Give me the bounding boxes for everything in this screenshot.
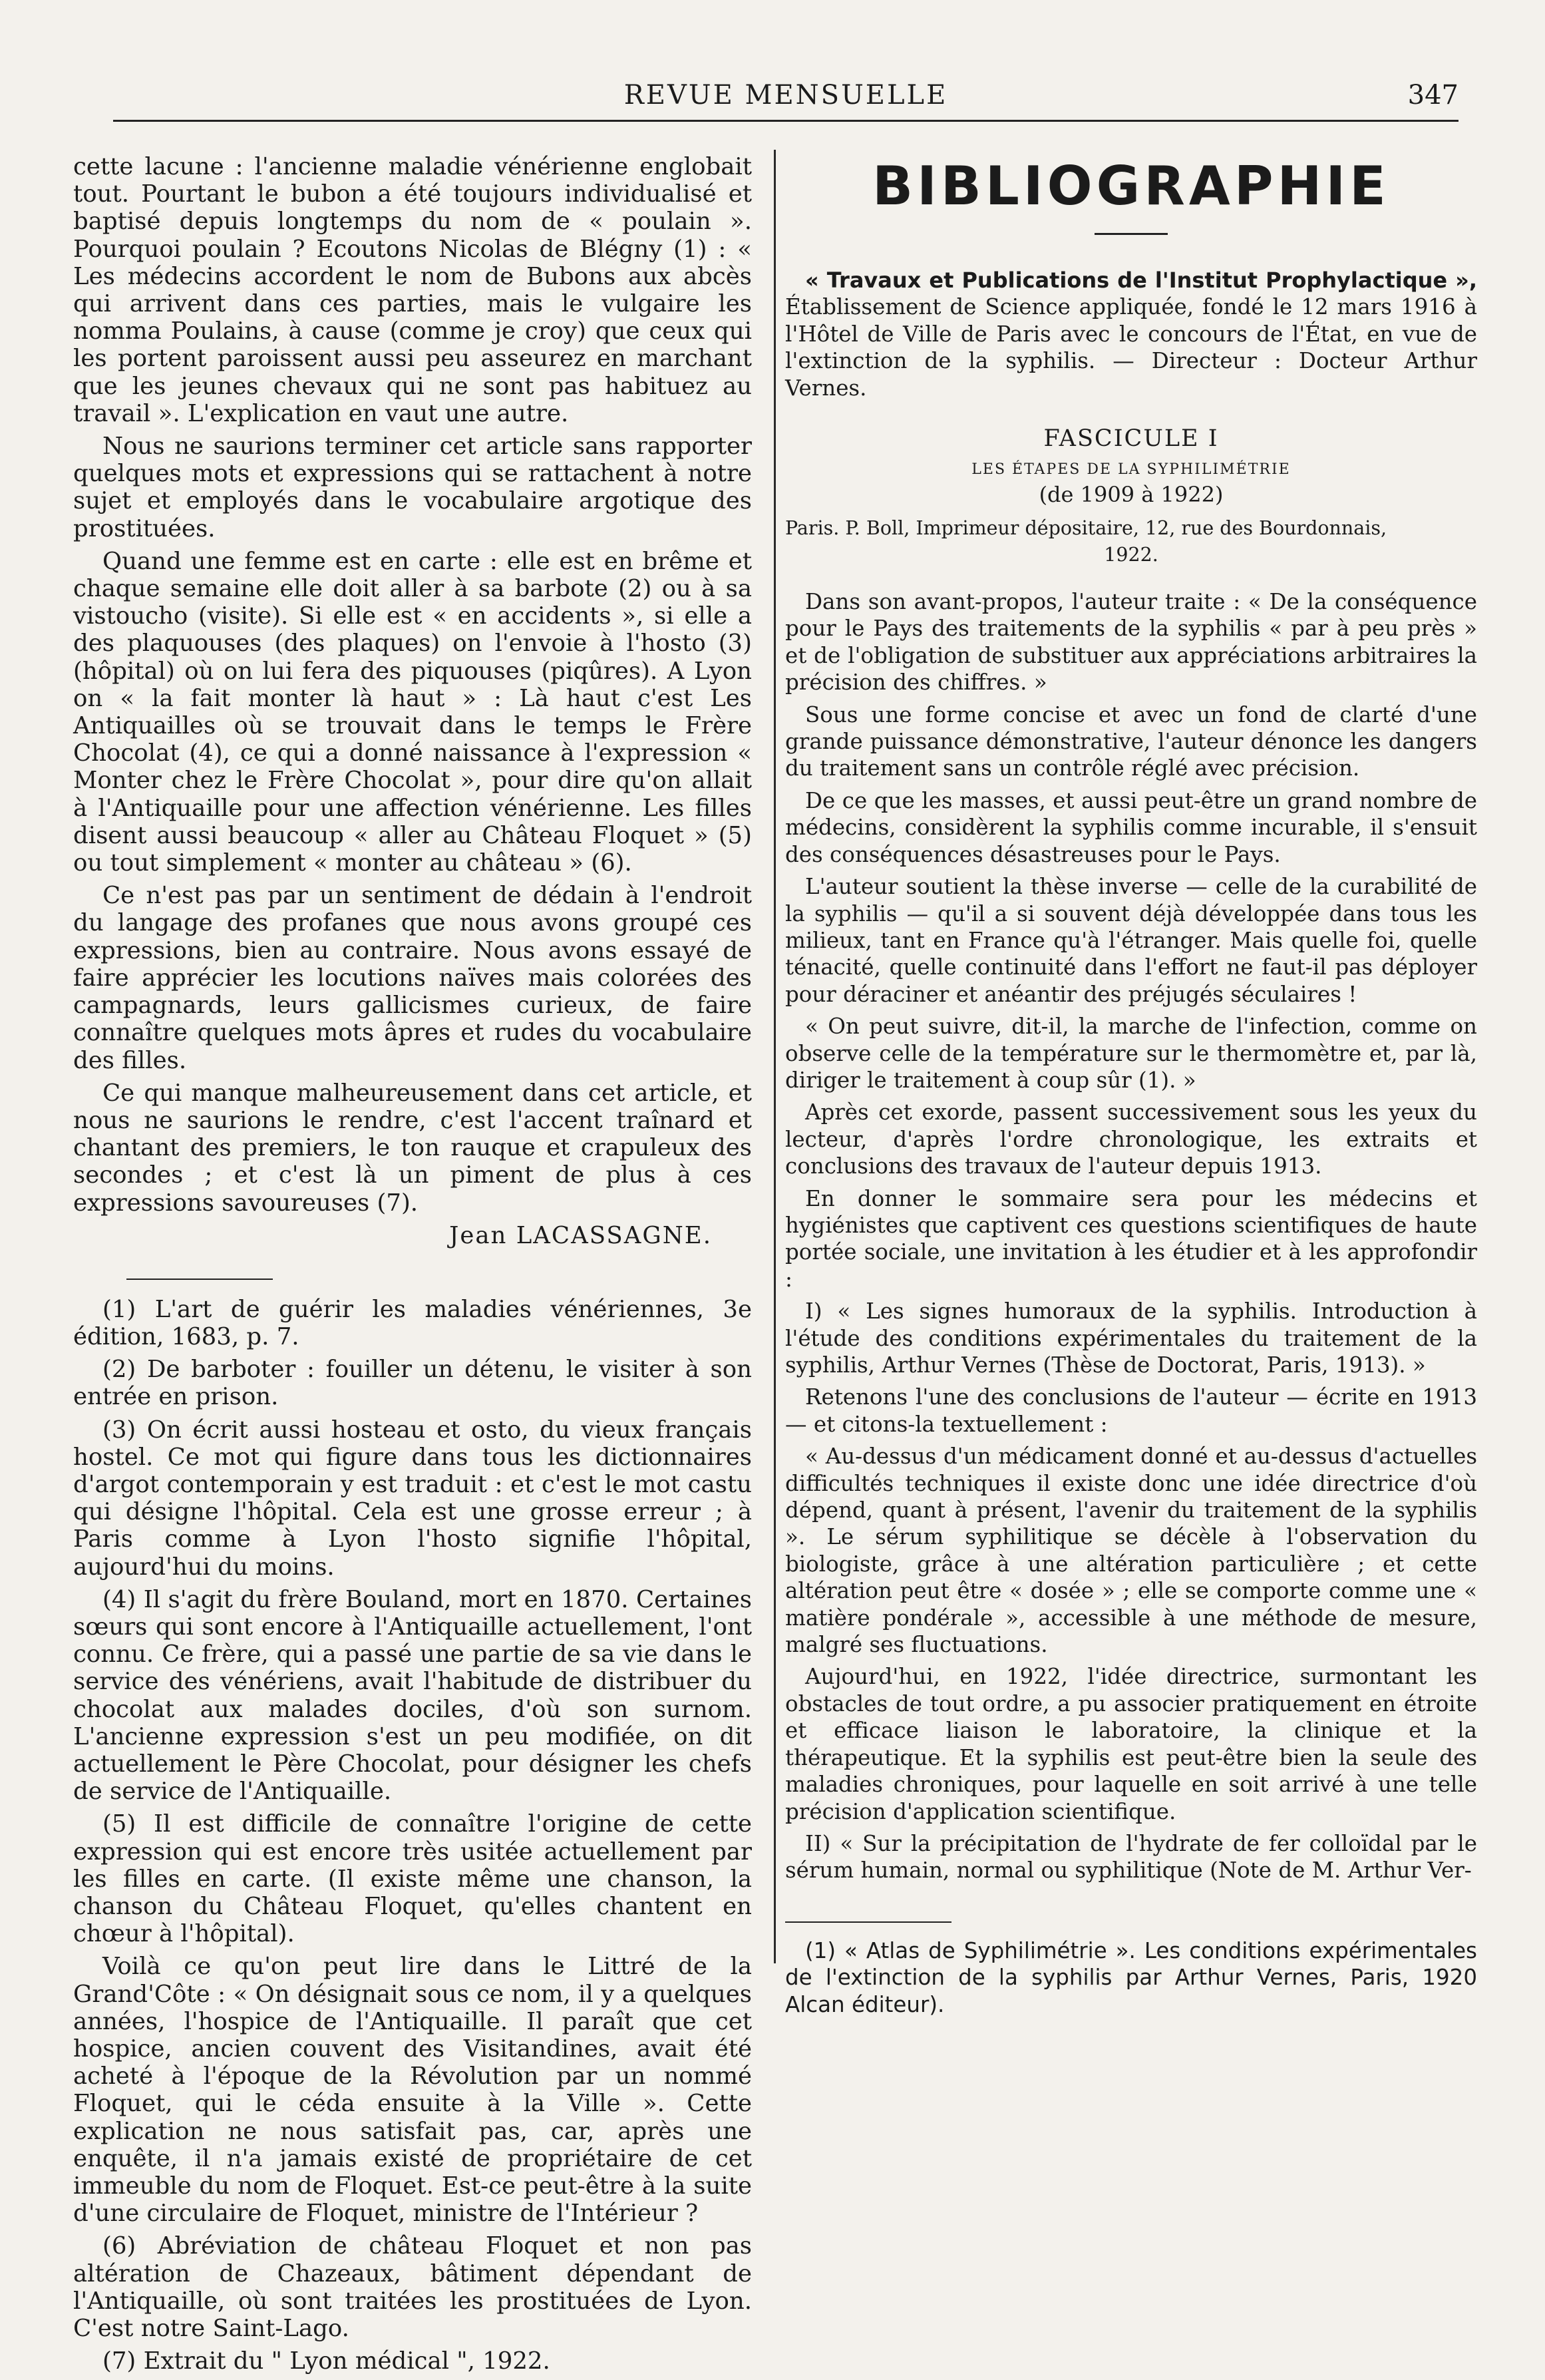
footnote: Voilà ce qu'on peut lire dans le Littré de la Grand'Côte : « On désignait sous ce nom, il y a quelques années, l'hospice de l'Antiquaille. Il paraît que cet hospice, ancien couvent des Visitandines, avait été acheté à l'époque de la Révolution par un nommé Floquet, qui le céda ensuite à la Ville ». Cette explication ne nous satisfait pas, car, après une enquête, il n'a jamais existé de propriétaire de cet immeuble du nom de Floquet. Est-ce peut-être à la suite d'une circulaire de Floquet, ministre de l'Intérieur ? (73, 1953, 752, 2228)
body-paragraph: Ce n'est pas par un sentiment de dédain à l'endroit du langage des profanes que nous avons groupé ces expressions, bien au contraire. Nous avons essayé de faire apprécier les locutions naïves mais colorées des campagnards, leurs gallicismes curieux, de faire connaître quelques mots âpres et rudes du vocabulaire des filles. (73, 882, 752, 1074)
body-paragraph: « On peut suivre, dit-il, la marche de l'infection, comme on observe celle de la température sur le thermomètre et, par là, diriger le traitement à coup sûr (1). » (785, 1014, 1477, 1093)
footnote: (1) « Atlas de Syphilimétrie ». Les conditions expérimentales de l'extinction de la syphilis par Arthur Vernes, Paris, 1920 Alcan éditeur). (785, 1937, 1477, 2017)
footnote: (2) De barboter : fouiller un détenu, le visiter à son entrée en prison. (73, 1356, 752, 1411)
column-divider (774, 150, 776, 1963)
body-paragraph: cette lacune : l'ancienne maladie vénérienne englobait tout. Pourtant le bubon a été toujours individualisé et baptisé depuis longtemps du nom de « poulain ». Pourquoi poulain ? Ecoutons Nicolas de Blégny (1) : « Les médecins accordent le nom de Bubons aux abcès qui arrivent dans ces parties, mais le vulgaire les nomma Poulains, à cause (comme je croy) que ceux qui les portent paroissent aussi peu asseurez en marchant que les jeunes chevaux qui ne sont pas habituez au travail ». L'explication en vaut une autre. (73, 153, 752, 427)
body-paragraph: I) « Les signes humoraux de la syphilis. Introduction à l'étude des conditions expérimentales du traitement de la syphilis, Arthur Vernes (Thèse de Doctorat, Paris, 1913). » (785, 1298, 1477, 1378)
section-title: BIBLIOGRAPHIE (872, 155, 1390, 217)
page-header (113, 80, 1459, 122)
left-column (73, 153, 752, 2380)
fascicule-heading: FASCICULE I (1043, 425, 1219, 453)
author-signature: Jean LACASSAGNE. (449, 1221, 712, 1249)
footnote: (5) Il est difficile de connaître l'origine de cette expression qui est encore très usitée actuellement par les filles en carte. (Il existe même une chanson, la chanson du Château Floquet, qu'elles chantent en chœur à l'hôpital). (73, 1810, 752, 1948)
intro-paragraph (785, 267, 1477, 401)
footnote-rule (126, 1279, 273, 1280)
footnote: (1) L'art de guérir les maladies vénériennes, 3e édition, 1683, p. 7. (73, 1295, 752, 1350)
footnote: (7) Extrait du " Lyon médical ", 1922. (102, 2347, 550, 2375)
body-paragraph: L'auteur soutient la thèse inverse — celle de la curabilité de la syphilis — qu'il a si souvent déjà développée dans tous les milieux, tant en France qu'à l'étranger. Mais quelle foi, quelle ténacité, quelle continuité dans l'effort ne faut-il pas déployer pour déraciner et anéantir des préjugés séculaires ! (785, 874, 1477, 1007)
title-rule (1095, 233, 1168, 235)
page-number: 347 (1407, 80, 1459, 110)
right-column (785, 153, 1477, 2023)
publication-title: « Travaux et Publications de l'Institut Prophylactique », (805, 268, 1477, 293)
body-paragraph: Quand une femme est en carte : elle est en brême et chaque semaine elle doit aller à sa barbote (2) ou à sa vistoucho (visite). Si elle est « en accidents », si elle a des plaquouses (des plaques) on l'envoie à l'hosto (3) (hôpital) où on lui fera des piquouses (piqûres). A Lyon on « la fait monter là haut » : Là haut c'est Les Antiquailles où se trouvait dans le temps le Frère Chocolat (4), ce qui a donné naissance à l'expression « Monter chez le Frère Chocolat », pour dire qu'on allait à l'Antiquaille pour une affection vénérienne. Les filles disent aussi beaucoup « aller au Château Floquet » (5) ou tout simplement « monter au château » (6). (73, 547, 752, 877)
imprint-year: 1922. (1104, 544, 1158, 566)
body-paragraph: Aujourd'hui, en 1922, l'idée directrice, surmontant les obstacles de tout ordre, a pu associer pratiquement en étroite et efficace liaison le laboratoire, la clinique et la thérapeutique. Et la syphilis est peut-être bien la seule des maladies chroniques, pour laquelle en soit arrivé à une telle précision d'application scientifique. (785, 1664, 1477, 1824)
body-paragraph: Sous une forme concise et avec un fond de clarté d'une grande puissance démonstrative, l'auteur dénonce les dangers du traitement sans un contrôle réglé avec précision. (785, 701, 1477, 781)
body-paragraph: De ce que les masses, et aussi peut-être un grand nombre de médecins, considèrent la syphilis comme incurable, il s'ensuit des conséquences désastreuses pour le Pays. (785, 787, 1477, 867)
running-title: REVUE MENSUELLE (623, 80, 948, 110)
footnote: (3) On écrit aussi hosteau et osto, du vieux français hostel. Ce mot qui figure dans tous les dictionnaires d'argot contemporain y est traduit : et c'est le mot castu qui désigne l'hôpital. Cela est une grosse erreur ; à Paris comme à Lyon l'hosto signifie l'hôpital, aujourd'hui du moins. (73, 1416, 752, 1581)
body-paragraph: En donner le sommaire sera pour les médecins et hygiénistes que captivent ces questions scientifiques de haute portée sociale, une invitation à les étudier et à les approfondir : (785, 1185, 1477, 1292)
footnote-rule (785, 1921, 951, 1923)
fascicule-subtitle: LES ÉTAPES DE LA SYPHILIMÉTRIE (971, 461, 1291, 479)
imprint-text: Paris. P. Boll, Imprimeur dépositaire, 12, rue des Bourdonnais, (785, 517, 1387, 540)
body-paragraph: Retenons l'une des conclusions de l'auteur — écrite en 1913 — et citons-la textuellement : (785, 1384, 1477, 1437)
publication-description: Établissement de Science appliquée, fondé le 12 mars 1916 à l'Hôtel de Ville de Paris avec le concours de l'État, en vue de l'extinction de la syphilis. — Directeur : Docteur Arthur Vernes. (785, 294, 1477, 401)
body-paragraph: Dans son avant-propos, l'auteur traite : « De la conséquence pour le Pays des traitements de la syphilis « par à peu près » et de l'obligation de substituer aux appréciations arbitraires la précision des chiffres. » (785, 589, 1477, 695)
body-paragraph: II) « Sur la précipitation de l'hydrate de fer colloïdal par le sérum humain, normal ou syphilitique (Note de M. Arthur Ver- (785, 1830, 1477, 1884)
body-paragraph: Ce qui manque malheureusement dans cet article, et nous ne saurions le rendre, c'est l'accent traînard et chantant des premiers, le ton rauque et crapuleux des secondes ; et c'est là un piment de plus à ces expressions savoureuses (7). (73, 1079, 752, 1217)
fascicule-dates: (de 1909 à 1922) (1039, 482, 1224, 508)
body-paragraph: « Au-dessus d'un médicament donné et au-dessus d'actuelles difficultés techniques il existe donc une idée directrice d'où dépend, quant à présent, l'avenir du traitement de la syphilis ». Le sérum syphilitique se décèle à l'observation du biologiste, grâce à une altération particulière ; et cette altération peut être « dosée » ; elle se comporte comme une « matière pondérale », accessible à une méthode de mesure, malgré ses fluctuations. (785, 1444, 1477, 1658)
footnote: (4) Il s'agit du frère Bouland, mort en 1870. Certaines sœurs qui sont encore à l'Antiquaille actuellement, l'ont connu. Ce frère, qui a passé une partie de sa vie dans le service des vénériens, avait l'habitude de distribuer du chocolat aux malades dociles, d'où son surnom. L'ancienne expression s'est un peu modifiée, on dit actuellement le Père Chocolat, pour désigner les chefs de service de l'Antiquaille. (73, 1585, 752, 1806)
imprint-line (785, 515, 1477, 568)
footnote: (6) Abréviation de château Floquet et non pas altération de Chazeaux, bâtiment dépendant de l'Antiquaille, où sont traitées les prostituées de Lyon. C'est notre Saint-Lago. (73, 2232, 752, 2343)
body-paragraph: Nous ne saurions terminer cet article sans rapporter quelques mots et expressions qui se rattachent à notre sujet et employés dans le vocabulaire argotique des prostituées. (73, 433, 752, 542)
body-paragraph: Après cet exorde, passent successivement sous les yeux du lecteur, d'après l'ordre chronologique, les extraits et conclusions des travaux de l'auteur depuis 1913. (785, 1099, 1477, 1179)
